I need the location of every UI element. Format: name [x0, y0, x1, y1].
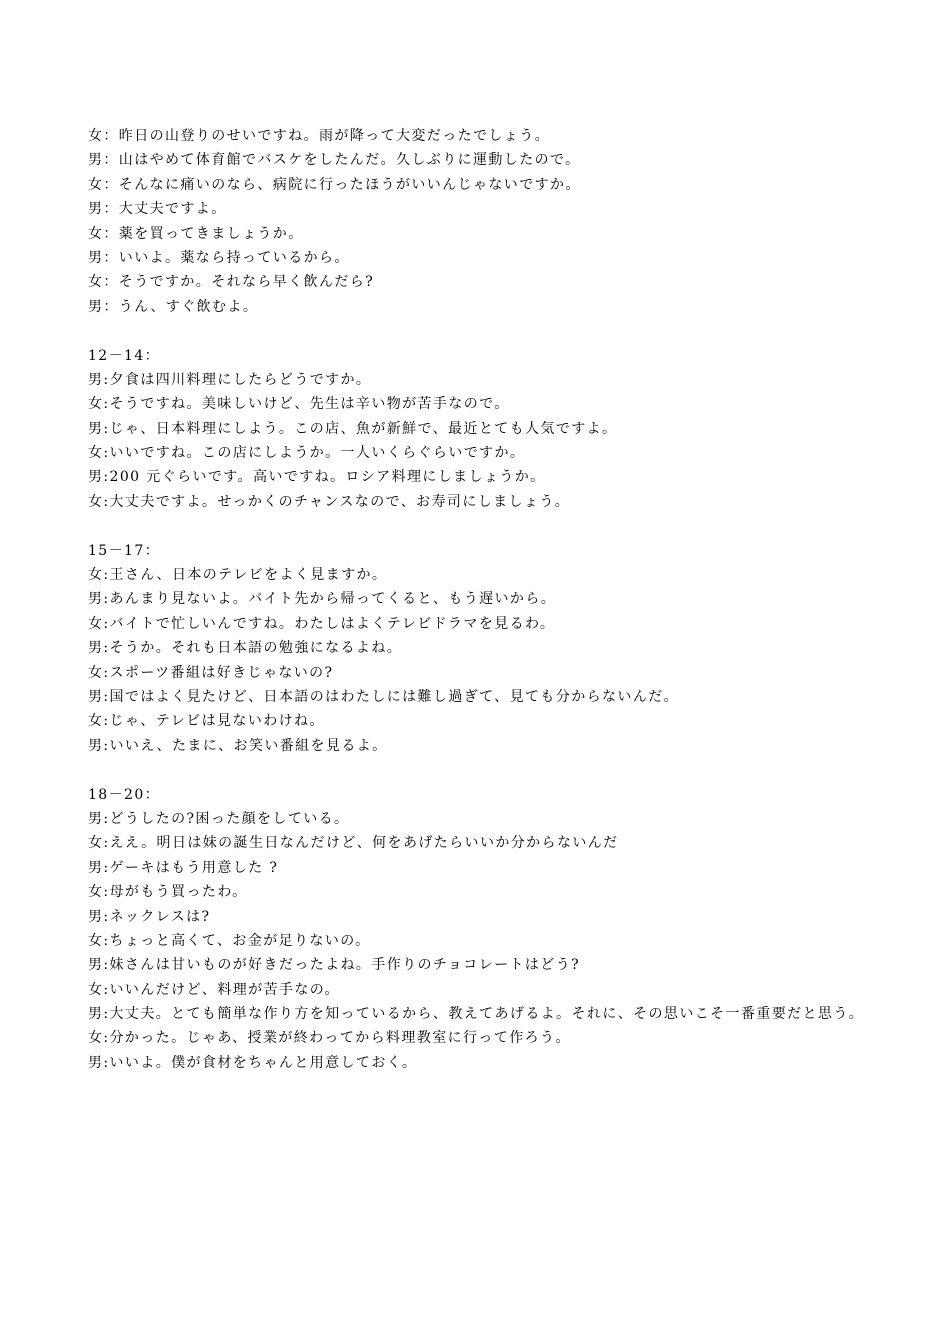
dialogue-line: 男：山はやめて体育館でバスケをしたんだ。久しぶりに運動したので。	[88, 152, 581, 169]
dialogue-section	[88, 124, 868, 319]
dialogue-line: 女:いいですね。この店にしようか。一人いくらぐらいですか。	[88, 445, 526, 462]
dialogue-line: 男:国ではよく見たけど、日本語のはわたしには難し過ぎて、見ても分からないんだ。	[88, 688, 680, 705]
dialogue-line: 女:スポーツ番組は好きじゃないの?	[88, 664, 334, 681]
dialogue-line: 女：薬を買ってきましょうか。	[88, 225, 304, 242]
section-spacer	[88, 514, 868, 538]
dialogue-line: 女:母がもう買ったわ。	[88, 884, 248, 901]
dialogue-line: 女:ええ。明日は妹の誕生日なんだけど、何をあげたらいいか分からないんだ	[88, 835, 619, 852]
dialogue-line: 男:妹さんは甘いものが好きだったよね。手作りのチョコレートはどう?	[88, 957, 581, 974]
dialogue-line: 女:じゃ、テレビは見ないわけね。	[88, 713, 325, 730]
section-heading: 18－20：	[88, 786, 161, 803]
dialogue-line: 女:分かった。じゃあ、授業が終わってから料理教室に行って作ろう。	[88, 1030, 571, 1047]
dialogue-line: 男:あんまり見ないよ。バイト先から帰ってくると、もう遅いから。	[88, 591, 557, 608]
dialogue-line: 男：いいよ。薬なら持っているから。	[88, 249, 350, 266]
dialogue-line: 男:そうか。それも日本語の勉強になるよね。	[88, 640, 403, 657]
section-heading: 15－17：	[88, 542, 161, 559]
dialogue-line: 男：うん、すぐ飲むよ。	[88, 298, 259, 315]
section-spacer	[88, 319, 868, 343]
dialogue-section	[88, 783, 868, 1076]
dialogue-line: 女:王さん、日本のテレビをよく見ますか。	[88, 567, 388, 584]
dialogue-line: 女:バイトで忙しいんですね。わたしはよくテレビドラマを見るわ。	[88, 615, 556, 632]
dialogue-line: 男:いいえ、たまに、お笑い番組を見るよ。	[88, 737, 388, 754]
section-spacer	[88, 758, 868, 782]
dialogue-line: 男:いいよ。僕が食材をちゃんと用意しておく。	[88, 1054, 418, 1071]
dialogue-line: 女:ちょっと高くて、お金が足りないの。	[88, 932, 371, 949]
dialogue-line: 女:大丈夫ですよ。せっかくのチャンスなので、お寿司にしましょう。	[88, 493, 571, 510]
section-heading: 12－14：	[88, 347, 161, 364]
dialogue-section	[88, 344, 868, 515]
document-page	[88, 124, 868, 1075]
dialogue-line: 男:ネックレスは?	[88, 908, 211, 925]
dialogue-line: 女:そうですね。美味しいけど、先生は辛い物が苦手なので。	[88, 396, 510, 413]
dialogue-line: 男:大丈夫。とても簡単な作り方を知っているから、教えてあげるよ。それに、その思いこそ一番重要だと思う。	[88, 1006, 865, 1023]
dialogue-line: 男:どうしたの?困った顔をしている。	[88, 810, 350, 827]
dialogue-line: 男:200 元ぐらいです。高いですね。ロシア料理にしましょうか。	[88, 469, 546, 486]
dialogue-line: 男:ゲーキはもう用意した ?	[88, 859, 279, 876]
dialogue-line: 女:いいんだけど、料理が苦手なの。	[88, 981, 340, 998]
dialogue-line: 女：昨日の山登りのせいですね。雨が降って大変だったでしょう。	[88, 128, 550, 144]
dialogue-line: 女：そうですか。それなら早く飲んだら?	[88, 274, 375, 291]
dialogue-line: 女：そんなに痛いのなら、病院に行ったほうがいいんじゃないですか。	[88, 176, 581, 193]
dialogue-line: 男：大丈夫ですよ。	[88, 201, 227, 218]
dialogue-line: 男:夕食は四川料理にしたらどうですか。	[88, 371, 372, 388]
dialogue-section	[88, 539, 868, 759]
dialogue-line: 男:じゃ、日本料理にしよう。この店、魚が新鮮で、最近とても人気ですよ。	[88, 420, 618, 437]
